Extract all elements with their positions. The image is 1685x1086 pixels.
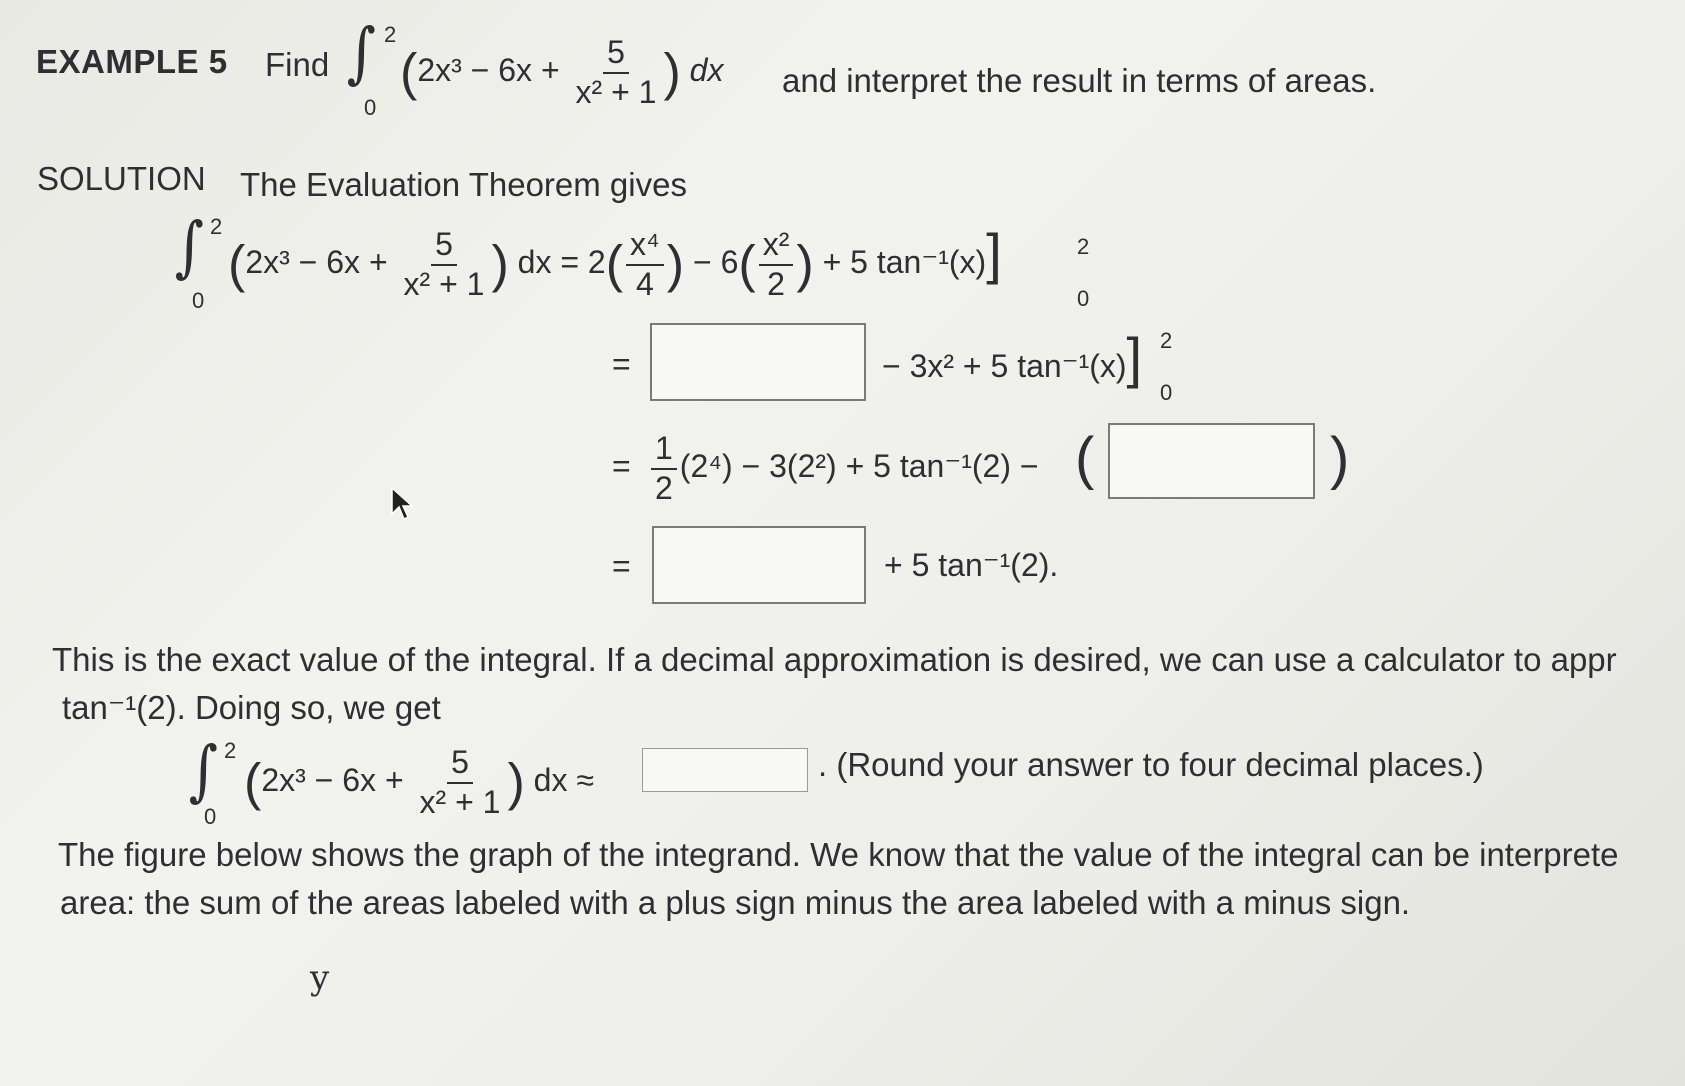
eq1-dx: dx = [517,244,580,280]
para1-line1: This is the exact value of the integral. If a decimal approximation is desired, we can use a calculator to appr [52,641,1617,678]
header-upper-limit: 2 [384,22,397,47]
mouse-cursor-icon [390,486,416,522]
solution-label: SOLUTION [37,160,206,197]
eq1-xa-fraction: $\frac{\text{x⁴}}{4}$ [626,228,664,301]
eq3-close-paren: ) [1330,426,1350,491]
eq5-poly: 2x³ − 6x + [261,762,404,799]
integral-sign: ∫ [188,732,218,809]
eq1-lower: 0 [192,288,205,313]
eq1-poly: 2x³ − 6x + [245,244,388,280]
para1-line2: tan⁻¹(2). Doing so, we get [62,689,441,726]
eq5-integral [186,732,220,809]
eq5-answer-box[interactable] [642,748,808,792]
eq1-eval-upper: 2 [1077,234,1090,259]
header-poly: 2x³ − 6x + [417,52,560,89]
para2-line2: area: the sum of the areas labeled with a plus sign minus the area labeled with a minus sign. [60,884,1411,921]
header-tail: and interpret the result in terms of areas. [782,62,1377,99]
eq4-equals: = [612,548,631,584]
header-integrand: (2x³ − 6x + $\frac{5}{\text{x² + 1}}$ ) dx [400,34,724,110]
header-dx: dx [689,52,724,89]
header-integral [344,14,378,91]
eq3-open-paren: ( [1075,426,1095,491]
integral-sign: ∫ [346,14,376,91]
eq5-integrand: (2x³ − 6x + $\frac{5}{\text{x² + 1}}$ ) dx ≈ [244,744,594,820]
eq5-upper: 2 [224,738,237,763]
eq2-expression: − 3x² + 5 tan⁻¹(x)] [882,326,1143,389]
solution-intro: The Evaluation Theorem gives [240,166,687,203]
eq3-rest: (2⁴) − 3(2²) + 5 tan⁻¹(2) − [679,448,1039,485]
eq2-answer-box[interactable] [650,323,866,401]
eq4-rest: + 5 tan⁻¹(2). [884,547,1059,583]
eq2-rest: − 3x² + 5 tan⁻¹(x) [882,348,1127,384]
eq5-note: . (Round your answer to four decimal places.) [818,746,1484,783]
eq3-answer-box[interactable] [1108,423,1315,499]
eq2-eval-lower: 0 [1160,380,1173,405]
eq1-integrand: (2x³ − 6x + $\frac{5}{\text{x² + 1}}$ ) dx = 2( $\frac{\text{x⁴}}{4}$ ) − 6( $\frac{\text{x²}}{2}$ ) + 5 tan⁻¹(x)] [228,222,1002,302]
integral-sign: ∫ [174,208,204,285]
eq5-fraction: $\frac{5}{\text{x² + 1}}$ [419,744,501,820]
para2-line1: The figure below shows the graph of the integrand. We know that the value of the integral can be interprete [58,836,1619,873]
eq2-eval-upper: 2 [1160,328,1173,353]
header-fraction: $\frac{5}{\text{x² + 1}}$ [575,34,657,110]
eq1-minus-b: − 6 [693,244,739,280]
eq5-lower: 0 [204,804,217,829]
eq1-coef-a: 2 [587,244,606,280]
eq3-equals: = [612,448,631,484]
eq3-expression [648,432,1039,505]
eq4-answer-box[interactable] [652,526,866,604]
example-label: EXAMPLE 5 [36,43,228,80]
header-lower-limit: 0 [364,95,377,120]
eq5-dx: dx ≈ [533,762,594,799]
eq1-integral [172,208,206,285]
eq3-half: $\frac{1}{2}$ [651,432,677,505]
eq1-xb-fraction: $\frac{\text{x²}}{2}$ [759,228,794,301]
graph-y-label: y [310,958,330,998]
eq1-eval-lower: 0 [1077,286,1090,311]
find-label: Find [265,46,330,83]
eq2-equals: = [612,346,631,382]
eq1-upper: 2 [210,214,223,239]
eq1-fraction: $\frac{5}{\text{x² + 1}}$ [403,225,485,302]
eq1-rest: + 5 tan⁻¹(x) [822,244,987,280]
